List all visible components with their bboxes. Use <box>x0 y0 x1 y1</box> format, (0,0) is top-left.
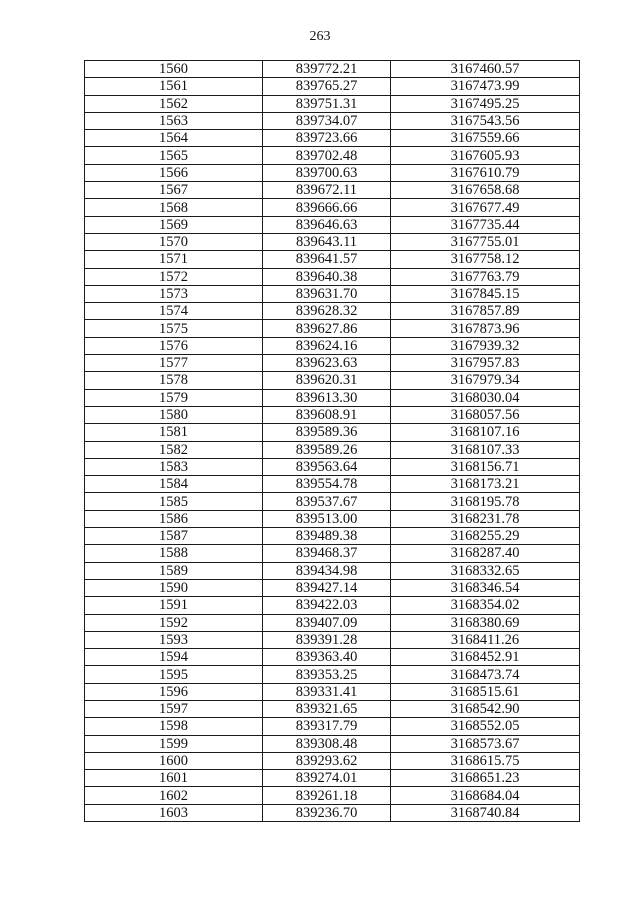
x-coordinate-cell: 839331.41 <box>263 683 391 700</box>
table-row <box>85 337 580 354</box>
point-number-cell: 1574 <box>85 303 263 320</box>
x-coordinate-cell: 839640.38 <box>263 268 391 285</box>
table-row <box>85 528 580 545</box>
point-number-cell: 1593 <box>85 631 263 648</box>
x-coordinate-cell: 839427.14 <box>263 579 391 596</box>
y-coordinate-cell: 3167763.79 <box>391 268 580 285</box>
x-coordinate-cell: 839624.16 <box>263 337 391 354</box>
table-row <box>85 233 580 250</box>
table-row <box>85 251 580 268</box>
point-number-cell: 1573 <box>85 285 263 302</box>
point-number-cell: 1568 <box>85 199 263 216</box>
table-row <box>85 476 580 493</box>
point-number-cell: 1571 <box>85 251 263 268</box>
y-coordinate-cell: 3168287.40 <box>391 545 580 562</box>
y-coordinate-cell: 3168552.05 <box>391 718 580 735</box>
x-coordinate-cell: 839734.07 <box>263 112 391 129</box>
table-row <box>85 458 580 475</box>
point-number-cell: 1591 <box>85 597 263 614</box>
table-row <box>85 510 580 527</box>
x-coordinate-cell: 839317.79 <box>263 718 391 735</box>
point-number-cell: 1570 <box>85 233 263 250</box>
x-coordinate-cell: 839628.32 <box>263 303 391 320</box>
y-coordinate-cell: 3168107.33 <box>391 441 580 458</box>
point-number-cell: 1585 <box>85 493 263 510</box>
y-coordinate-cell: 3168173.21 <box>391 476 580 493</box>
point-number-cell: 1598 <box>85 718 263 735</box>
x-coordinate-cell: 839363.40 <box>263 649 391 666</box>
y-coordinate-cell: 3168354.02 <box>391 597 580 614</box>
table-row <box>85 372 580 389</box>
coordinates-table-body <box>85 61 580 822</box>
point-number-cell: 1601 <box>85 770 263 787</box>
x-coordinate-cell: 839751.31 <box>263 95 391 112</box>
table-row <box>85 355 580 372</box>
table-row <box>85 320 580 337</box>
point-number-cell: 1581 <box>85 424 263 441</box>
y-coordinate-cell: 3168107.16 <box>391 424 580 441</box>
x-coordinate-cell: 839608.91 <box>263 406 391 423</box>
x-coordinate-cell: 839627.86 <box>263 320 391 337</box>
table-row <box>85 545 580 562</box>
table-row <box>85 579 580 596</box>
y-coordinate-cell: 3167473.99 <box>391 78 580 95</box>
point-number-cell: 1596 <box>85 683 263 700</box>
x-coordinate-cell: 839623.63 <box>263 355 391 372</box>
x-coordinate-cell: 839589.26 <box>263 441 391 458</box>
table-row <box>85 804 580 821</box>
point-number-cell: 1575 <box>85 320 263 337</box>
x-coordinate-cell: 839513.00 <box>263 510 391 527</box>
x-coordinate-cell: 839321.65 <box>263 700 391 717</box>
point-number-cell: 1584 <box>85 476 263 493</box>
point-number-cell: 1583 <box>85 458 263 475</box>
y-coordinate-cell: 3168452.91 <box>391 649 580 666</box>
page-number: 263 <box>309 29 331 44</box>
table-row <box>85 493 580 510</box>
y-coordinate-cell: 3167857.89 <box>391 303 580 320</box>
table-row <box>85 268 580 285</box>
table-row <box>85 666 580 683</box>
table-row <box>85 562 580 579</box>
point-number-cell: 1579 <box>85 389 263 406</box>
point-number-cell: 1582 <box>85 441 263 458</box>
x-coordinate-cell: 839672.11 <box>263 182 391 199</box>
x-coordinate-cell: 839723.66 <box>263 130 391 147</box>
x-coordinate-cell: 839666.66 <box>263 199 391 216</box>
table-row <box>85 61 580 78</box>
x-coordinate-cell: 839537.67 <box>263 493 391 510</box>
table-row <box>85 614 580 631</box>
table-row <box>85 770 580 787</box>
point-number-cell: 1592 <box>85 614 263 631</box>
coordinates-table <box>84 60 580 822</box>
table-row <box>85 441 580 458</box>
table-row <box>85 700 580 717</box>
x-coordinate-cell: 839468.37 <box>263 545 391 562</box>
table-row <box>85 631 580 648</box>
x-coordinate-cell: 839620.31 <box>263 372 391 389</box>
y-coordinate-cell: 3167605.93 <box>391 147 580 164</box>
y-coordinate-cell: 3168684.04 <box>391 787 580 804</box>
y-coordinate-cell: 3167758.12 <box>391 251 580 268</box>
x-coordinate-cell: 839391.28 <box>263 631 391 648</box>
y-coordinate-cell: 3167735.44 <box>391 216 580 233</box>
table-row <box>85 216 580 233</box>
point-number-cell: 1599 <box>85 735 263 752</box>
point-number-cell: 1569 <box>85 216 263 233</box>
table-row <box>85 78 580 95</box>
point-number-cell: 1602 <box>85 787 263 804</box>
point-number-cell: 1561 <box>85 78 263 95</box>
x-coordinate-cell: 839772.21 <box>263 61 391 78</box>
point-number-cell: 1587 <box>85 528 263 545</box>
y-coordinate-cell: 3167658.68 <box>391 182 580 199</box>
x-coordinate-cell: 839554.78 <box>263 476 391 493</box>
x-coordinate-cell: 839308.48 <box>263 735 391 752</box>
y-coordinate-cell: 3168473.74 <box>391 666 580 683</box>
table-row <box>85 752 580 769</box>
y-coordinate-cell: 3167559.66 <box>391 130 580 147</box>
table-row <box>85 130 580 147</box>
y-coordinate-cell: 3168651.23 <box>391 770 580 787</box>
point-number-cell: 1597 <box>85 700 263 717</box>
x-coordinate-cell: 839613.30 <box>263 389 391 406</box>
point-number-cell: 1562 <box>85 95 263 112</box>
x-coordinate-cell: 839646.63 <box>263 216 391 233</box>
y-coordinate-cell: 3168195.78 <box>391 493 580 510</box>
y-coordinate-cell: 3167873.96 <box>391 320 580 337</box>
x-coordinate-cell: 839700.63 <box>263 164 391 181</box>
x-coordinate-cell: 839563.64 <box>263 458 391 475</box>
y-coordinate-cell: 3168542.90 <box>391 700 580 717</box>
table-row <box>85 718 580 735</box>
y-coordinate-cell: 3167495.25 <box>391 95 580 112</box>
table-row <box>85 164 580 181</box>
point-number-cell: 1576 <box>85 337 263 354</box>
x-coordinate-cell: 839422.03 <box>263 597 391 614</box>
x-coordinate-cell: 839261.18 <box>263 787 391 804</box>
x-coordinate-cell: 839274.01 <box>263 770 391 787</box>
y-coordinate-cell: 3168231.78 <box>391 510 580 527</box>
y-coordinate-cell: 3167677.49 <box>391 199 580 216</box>
table-row <box>85 649 580 666</box>
point-number-cell: 1586 <box>85 510 263 527</box>
table-row <box>85 285 580 302</box>
table-row <box>85 406 580 423</box>
x-coordinate-cell: 839589.36 <box>263 424 391 441</box>
x-coordinate-cell: 839631.70 <box>263 285 391 302</box>
table-row <box>85 597 580 614</box>
point-number-cell: 1600 <box>85 752 263 769</box>
table-row <box>85 303 580 320</box>
x-coordinate-cell: 839643.11 <box>263 233 391 250</box>
y-coordinate-cell: 3167755.01 <box>391 233 580 250</box>
table-row <box>85 182 580 199</box>
table-row <box>85 147 580 164</box>
y-coordinate-cell: 3168411.26 <box>391 631 580 648</box>
y-coordinate-cell: 3168255.29 <box>391 528 580 545</box>
point-number-cell: 1577 <box>85 355 263 372</box>
point-number-cell: 1580 <box>85 406 263 423</box>
y-coordinate-cell: 3167460.57 <box>391 61 580 78</box>
point-number-cell: 1578 <box>85 372 263 389</box>
table-row <box>85 735 580 752</box>
y-coordinate-cell: 3168332.65 <box>391 562 580 579</box>
y-coordinate-cell: 3168740.84 <box>391 804 580 821</box>
table-row <box>85 95 580 112</box>
point-number-cell: 1572 <box>85 268 263 285</box>
y-coordinate-cell: 3167979.34 <box>391 372 580 389</box>
y-coordinate-cell: 3167543.56 <box>391 112 580 129</box>
point-number-cell: 1595 <box>85 666 263 683</box>
point-number-cell: 1594 <box>85 649 263 666</box>
x-coordinate-cell: 839765.27 <box>263 78 391 95</box>
y-coordinate-cell: 3168515.61 <box>391 683 580 700</box>
y-coordinate-cell: 3168573.67 <box>391 735 580 752</box>
point-number-cell: 1564 <box>85 130 263 147</box>
table-row <box>85 787 580 804</box>
point-number-cell: 1590 <box>85 579 263 596</box>
x-coordinate-cell: 839434.98 <box>263 562 391 579</box>
y-coordinate-cell: 3168380.69 <box>391 614 580 631</box>
table-row <box>85 112 580 129</box>
x-coordinate-cell: 839353.25 <box>263 666 391 683</box>
y-coordinate-cell: 3168156.71 <box>391 458 580 475</box>
x-coordinate-cell: 839702.48 <box>263 147 391 164</box>
y-coordinate-cell: 3167957.83 <box>391 355 580 372</box>
x-coordinate-cell: 839293.62 <box>263 752 391 769</box>
table-row <box>85 683 580 700</box>
y-coordinate-cell: 3167845.15 <box>391 285 580 302</box>
point-number-cell: 1565 <box>85 147 263 164</box>
point-number-cell: 1588 <box>85 545 263 562</box>
point-number-cell: 1566 <box>85 164 263 181</box>
table-row <box>85 424 580 441</box>
point-number-cell: 1560 <box>85 61 263 78</box>
table-row <box>85 199 580 216</box>
point-number-cell: 1589 <box>85 562 263 579</box>
y-coordinate-cell: 3168615.75 <box>391 752 580 769</box>
x-coordinate-cell: 839489.38 <box>263 528 391 545</box>
table-row <box>85 389 580 406</box>
point-number-cell: 1567 <box>85 182 263 199</box>
point-number-cell: 1603 <box>85 804 263 821</box>
point-number-cell: 1563 <box>85 112 263 129</box>
x-coordinate-cell: 839236.70 <box>263 804 391 821</box>
y-coordinate-cell: 3167610.79 <box>391 164 580 181</box>
y-coordinate-cell: 3168030.04 <box>391 389 580 406</box>
y-coordinate-cell: 3168057.56 <box>391 406 580 423</box>
x-coordinate-cell: 839641.57 <box>263 251 391 268</box>
y-coordinate-cell: 3168346.54 <box>391 579 580 596</box>
y-coordinate-cell: 3167939.32 <box>391 337 580 354</box>
x-coordinate-cell: 839407.09 <box>263 614 391 631</box>
